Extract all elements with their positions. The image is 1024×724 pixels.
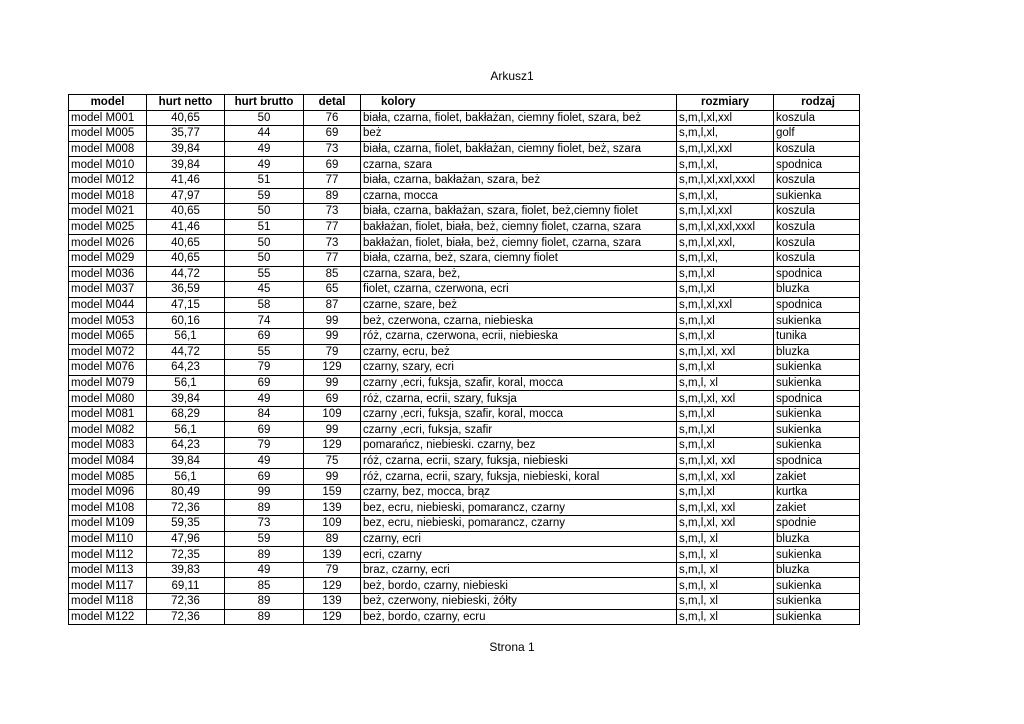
cell-detal: 99: [304, 469, 361, 485]
cell-hurt-brutto: 49: [225, 141, 304, 157]
cell-detal: 87: [304, 297, 361, 313]
cell-kolory: róż, czarna, ecrii, szary, fuksja: [361, 391, 677, 407]
cell-hurt-netto: 44,72: [147, 266, 225, 282]
cell-hurt-brutto: 73: [225, 516, 304, 532]
cell-model: model M037: [69, 282, 147, 298]
cell-rozmiary: s,m,l,xl: [677, 422, 774, 438]
cell-rozmiary: s,m,l,xl: [677, 438, 774, 454]
cell-model: model M001: [69, 110, 147, 126]
cell-detal: 85: [304, 266, 361, 282]
cell-hurt-brutto: 59: [225, 531, 304, 547]
table-row: [69, 406, 860, 422]
cell-hurt-netto: 40,65: [147, 235, 225, 251]
cell-detal: 129: [304, 578, 361, 594]
cell-model: model M029: [69, 250, 147, 266]
cell-rozmiary: s,m,l,xl,xxl,: [677, 235, 774, 251]
cell-rozmiary: s,m,l,xl,: [677, 250, 774, 266]
cell-kolory: ecri, czarny: [361, 547, 677, 563]
cell-rodzaj: spodnica: [774, 453, 860, 469]
cell-rozmiary: s,m,l,xl,xxl: [677, 141, 774, 157]
cell-model: model M118: [69, 594, 147, 610]
cell-model: model M122: [69, 609, 147, 625]
cell-rozmiary: s,m,l,xl,: [677, 188, 774, 204]
header-hurt-netto: hurt netto: [147, 95, 225, 111]
cell-rodzaj: koszula: [774, 172, 860, 188]
table-row: [69, 594, 860, 610]
cell-rodzaj: bluzka: [774, 282, 860, 298]
cell-hurt-netto: 56,1: [147, 469, 225, 485]
cell-rozmiary: s,m,l,xl,xxl: [677, 297, 774, 313]
cell-hurt-netto: 56,1: [147, 328, 225, 344]
cell-kolory: czarny ,ecri, fuksja, szafir: [361, 422, 677, 438]
cell-hurt-brutto: 89: [225, 594, 304, 610]
cell-hurt-netto: 41,46: [147, 172, 225, 188]
cell-kolory: biała, czarna, beż, szara, ciemny fiolet: [361, 250, 677, 266]
cell-rodzaj: sukienka: [774, 422, 860, 438]
cell-rodzaj: kurtka: [774, 484, 860, 500]
cell-detal: 129: [304, 360, 361, 376]
cell-rodzaj: koszula: [774, 250, 860, 266]
cell-model: model M065: [69, 328, 147, 344]
cell-detal: 99: [304, 422, 361, 438]
cell-hurt-netto: 64,23: [147, 438, 225, 454]
cell-hurt-brutto: 69: [225, 328, 304, 344]
cell-kolory: czarny, ecri: [361, 531, 677, 547]
table-row: [69, 516, 860, 532]
cell-hurt-brutto: 59: [225, 188, 304, 204]
cell-hurt-brutto: 69: [225, 375, 304, 391]
header-row: [69, 95, 860, 111]
table-row: [69, 297, 860, 313]
table-row: [69, 328, 860, 344]
cell-hurt-netto: 60,16: [147, 313, 225, 329]
cell-detal: 79: [304, 344, 361, 360]
cell-kolory: pomarańcz, niebieski. czarny, bez: [361, 438, 677, 454]
cell-hurt-netto: 44,72: [147, 344, 225, 360]
cell-kolory: czarny ,ecri, fuksja, szafir, koral, mocca: [361, 375, 677, 391]
cell-hurt-brutto: 55: [225, 344, 304, 360]
cell-model: model M080: [69, 391, 147, 407]
cell-kolory: beż, czerwona, czarna, niebieska: [361, 313, 677, 329]
cell-rozmiary: s,m,l,xl: [677, 360, 774, 376]
table-row: [69, 313, 860, 329]
cell-hurt-netto: 40,65: [147, 110, 225, 126]
table-row: [69, 609, 860, 625]
cell-hurt-netto: 64,23: [147, 360, 225, 376]
cell-model: model M108: [69, 500, 147, 516]
cell-hurt-brutto: 74: [225, 313, 304, 329]
cell-model: model M053: [69, 313, 147, 329]
cell-detal: 77: [304, 172, 361, 188]
cell-model: model M021: [69, 204, 147, 220]
cell-detal: 139: [304, 547, 361, 563]
cell-model: model M018: [69, 188, 147, 204]
header-model: model: [69, 95, 147, 111]
cell-kolory: beż: [361, 126, 677, 142]
table-row: [69, 141, 860, 157]
cell-model: model M083: [69, 438, 147, 454]
cell-detal: 76: [304, 110, 361, 126]
cell-rodzaj: spodnica: [774, 157, 860, 173]
cell-hurt-netto: 80,49: [147, 484, 225, 500]
cell-detal: 65: [304, 282, 361, 298]
cell-model: model M110: [69, 531, 147, 547]
cell-detal: 109: [304, 516, 361, 532]
cell-hurt-brutto: 89: [225, 609, 304, 625]
cell-rozmiary: s,m,l,xl,: [677, 157, 774, 173]
cell-rozmiary: s,m,l, xl: [677, 578, 774, 594]
cell-hurt-brutto: 50: [225, 110, 304, 126]
cell-kolory: beż, bordo, czarny, ecru: [361, 609, 677, 625]
cell-rozmiary: s,m,l,xl: [677, 484, 774, 500]
cell-hurt-brutto: 49: [225, 157, 304, 173]
cell-rozmiary: s,m,l,xl,: [677, 126, 774, 142]
cell-model: model M085: [69, 469, 147, 485]
cell-kolory: czarna, szara: [361, 157, 677, 173]
cell-detal: 73: [304, 204, 361, 220]
cell-rozmiary: s,m,l,xl,xxl,xxxl: [677, 219, 774, 235]
cell-model: model M036: [69, 266, 147, 282]
table-row: [69, 219, 860, 235]
table-row: [69, 204, 860, 220]
cell-rozmiary: s,m,l,xl, xxl: [677, 344, 774, 360]
table-row: [69, 188, 860, 204]
cell-model: model M044: [69, 297, 147, 313]
cell-hurt-netto: 72,36: [147, 500, 225, 516]
cell-rozmiary: s,m,l, xl: [677, 594, 774, 610]
cell-hurt-brutto: 50: [225, 204, 304, 220]
cell-model: model M026: [69, 235, 147, 251]
cell-kolory: biała, czarna, bakłażan, szara, beż: [361, 172, 677, 188]
table-row: [69, 531, 860, 547]
cell-hurt-netto: 56,1: [147, 375, 225, 391]
cell-hurt-netto: 59,35: [147, 516, 225, 532]
cell-hurt-brutto: 49: [225, 453, 304, 469]
cell-rodzaj: bluzka: [774, 344, 860, 360]
cell-rodzaj: sukienka: [774, 594, 860, 610]
cell-rozmiary: s,m,l,xl, xxl: [677, 391, 774, 407]
cell-rodzaj: tunika: [774, 328, 860, 344]
cell-model: model M076: [69, 360, 147, 376]
cell-rodzaj: zakiet: [774, 500, 860, 516]
cell-rozmiary: s,m,l,xl,xxl,xxxl: [677, 172, 774, 188]
cell-model: model M117: [69, 578, 147, 594]
cell-hurt-netto: 39,84: [147, 157, 225, 173]
cell-hurt-brutto: 45: [225, 282, 304, 298]
cell-kolory: biała, czarna, bakłażan, szara, fiolet, beż,ciemny fiolet: [361, 204, 677, 220]
cell-hurt-brutto: 49: [225, 391, 304, 407]
cell-hurt-brutto: 55: [225, 266, 304, 282]
cell-rodzaj: spodnica: [774, 266, 860, 282]
cell-hurt-netto: 68,29: [147, 406, 225, 422]
cell-model: model M010: [69, 157, 147, 173]
table-row: [69, 172, 860, 188]
table-row: [69, 484, 860, 500]
cell-detal: 99: [304, 375, 361, 391]
cell-rodzaj: sukienka: [774, 547, 860, 563]
cell-rodzaj: spodnica: [774, 297, 860, 313]
cell-detal: 73: [304, 141, 361, 157]
header-rozmiary: rozmiary: [677, 95, 774, 111]
cell-detal: 129: [304, 438, 361, 454]
cell-hurt-brutto: 89: [225, 500, 304, 516]
table-row: [69, 250, 860, 266]
table-row: [69, 282, 860, 298]
cell-model: model M112: [69, 547, 147, 563]
table-row: [69, 562, 860, 578]
product-table: [68, 94, 860, 625]
cell-detal: 109: [304, 406, 361, 422]
cell-detal: 69: [304, 126, 361, 142]
cell-rodzaj: zakiet: [774, 469, 860, 485]
cell-rodzaj: sukienka: [774, 375, 860, 391]
cell-kolory: czarna, szara, beż,: [361, 266, 677, 282]
cell-detal: 77: [304, 250, 361, 266]
table-row: [69, 453, 860, 469]
cell-rodzaj: sukienka: [774, 406, 860, 422]
header-hurt-brutto: hurt brutto: [225, 95, 304, 111]
cell-rodzaj: koszula: [774, 204, 860, 220]
table-row: [69, 391, 860, 407]
cell-rozmiary: s,m,l,xl,xxl: [677, 204, 774, 220]
cell-kolory: biała, czarna, fiolet, bakłażan, ciemny fiolet, szara, beż: [361, 110, 677, 126]
cell-hurt-netto: 39,84: [147, 141, 225, 157]
cell-hurt-netto: 39,84: [147, 391, 225, 407]
cell-kolory: róż, czarna, czerwona, ecrii, niebieska: [361, 328, 677, 344]
header-rodzaj: rodzaj: [774, 95, 860, 111]
cell-rozmiary: s,m,l,xl, xxl: [677, 453, 774, 469]
cell-rodzaj: koszula: [774, 110, 860, 126]
table-row: [69, 235, 860, 251]
cell-rodzaj: sukienka: [774, 313, 860, 329]
cell-rozmiary: s,m,l,xl,xxl: [677, 110, 774, 126]
cell-detal: 89: [304, 531, 361, 547]
cell-hurt-brutto: 44: [225, 126, 304, 142]
cell-kolory: czarny, bez, mocca, brąz: [361, 484, 677, 500]
cell-rozmiary: s,m,l,xl, xxl: [677, 516, 774, 532]
cell-rodzaj: sukienka: [774, 578, 860, 594]
cell-hurt-brutto: 50: [225, 250, 304, 266]
cell-kolory: bez, ecru, niebieski, pomarancz, czarny: [361, 516, 677, 532]
cell-hurt-brutto: 79: [225, 438, 304, 454]
cell-hurt-netto: 40,65: [147, 204, 225, 220]
table-row: [69, 266, 860, 282]
cell-rozmiary: s,m,l,xl: [677, 328, 774, 344]
cell-model: model M109: [69, 516, 147, 532]
cell-detal: 73: [304, 235, 361, 251]
cell-rodzaj: koszula: [774, 219, 860, 235]
cell-hurt-netto: 39,84: [147, 453, 225, 469]
cell-hurt-brutto: 51: [225, 172, 304, 188]
cell-rozmiary: s,m,l, xl: [677, 547, 774, 563]
table-row: [69, 500, 860, 516]
cell-hurt-brutto: 69: [225, 422, 304, 438]
cell-hurt-netto: 35,77: [147, 126, 225, 142]
cell-rodzaj: koszula: [774, 141, 860, 157]
cell-hurt-netto: 39,83: [147, 562, 225, 578]
table-row: [69, 110, 860, 126]
cell-kolory: bez, ecru, niebieski, pomarancz, czarny: [361, 500, 677, 516]
cell-model: model M072: [69, 344, 147, 360]
cell-hurt-netto: 47,15: [147, 297, 225, 313]
page-footer: Strona 1: [489, 640, 535, 654]
cell-detal: 69: [304, 391, 361, 407]
cell-hurt-netto: 47,97: [147, 188, 225, 204]
cell-rodzaj: koszula: [774, 235, 860, 251]
cell-model: model M113: [69, 562, 147, 578]
cell-rodzaj: bluzka: [774, 562, 860, 578]
cell-kolory: czarny, szary, ecri: [361, 360, 677, 376]
cell-model: model M005: [69, 126, 147, 142]
cell-hurt-netto: 72,36: [147, 609, 225, 625]
cell-detal: 75: [304, 453, 361, 469]
cell-hurt-brutto: 89: [225, 547, 304, 563]
cell-kolory: beż, bordo, czarny, niebieski: [361, 578, 677, 594]
header-kolory: kolory: [361, 95, 677, 111]
table-body: [69, 110, 860, 625]
table-row: [69, 126, 860, 142]
cell-hurt-brutto: 49: [225, 562, 304, 578]
cell-detal: 139: [304, 594, 361, 610]
cell-rozmiary: s,m,l,xl: [677, 282, 774, 298]
cell-detal: 77: [304, 219, 361, 235]
cell-hurt-brutto: 50: [225, 235, 304, 251]
table-row: [69, 157, 860, 173]
cell-model: model M081: [69, 406, 147, 422]
cell-kolory: fiolet, czarna, czerwona, ecri: [361, 282, 677, 298]
table-row: [69, 360, 860, 376]
cell-rodzaj: sukienka: [774, 360, 860, 376]
cell-kolory: czarny, ecru, beż: [361, 344, 677, 360]
cell-rozmiary: s,m,l,xl: [677, 313, 774, 329]
cell-rodzaj: spodnie: [774, 516, 860, 532]
cell-kolory: róż, czarna, ecrii, szary, fuksja, niebieski, koral: [361, 469, 677, 485]
cell-hurt-brutto: 51: [225, 219, 304, 235]
cell-detal: 89: [304, 188, 361, 204]
cell-model: model M012: [69, 172, 147, 188]
cell-detal: 99: [304, 313, 361, 329]
cell-hurt-brutto: 79: [225, 360, 304, 376]
cell-detal: 159: [304, 484, 361, 500]
cell-hurt-netto: 41,46: [147, 219, 225, 235]
table-row: [69, 469, 860, 485]
cell-rodzaj: sukienka: [774, 438, 860, 454]
cell-hurt-netto: 72,35: [147, 547, 225, 563]
table-row: [69, 344, 860, 360]
cell-hurt-brutto: 85: [225, 578, 304, 594]
cell-rodzaj: golf: [774, 126, 860, 142]
cell-detal: 99: [304, 328, 361, 344]
cell-detal: 129: [304, 609, 361, 625]
cell-detal: 79: [304, 562, 361, 578]
cell-hurt-netto: 36,59: [147, 282, 225, 298]
table-row: [69, 578, 860, 594]
cell-kolory: beż, czerwony, niebieski, żółty: [361, 594, 677, 610]
cell-rozmiary: s,m,l, xl: [677, 609, 774, 625]
cell-model: model M025: [69, 219, 147, 235]
cell-model: model M008: [69, 141, 147, 157]
table-row: [69, 422, 860, 438]
cell-hurt-netto: 47,96: [147, 531, 225, 547]
cell-hurt-brutto: 99: [225, 484, 304, 500]
cell-hurt-netto: 72,36: [147, 594, 225, 610]
cell-hurt-brutto: 69: [225, 469, 304, 485]
cell-hurt-brutto: 58: [225, 297, 304, 313]
cell-model: model M082: [69, 422, 147, 438]
cell-kolory: czarne, szare, beż: [361, 297, 677, 313]
cell-rozmiary: s,m,l,xl: [677, 406, 774, 422]
cell-rozmiary: s,m,l, xl: [677, 562, 774, 578]
cell-kolory: bakłażan, fiolet, biała, beż, ciemny fiolet, czarna, szara: [361, 235, 677, 251]
cell-rodzaj: sukienka: [774, 609, 860, 625]
sheet-title: Arkusz1: [490, 69, 534, 83]
cell-rodzaj: bluzka: [774, 531, 860, 547]
cell-hurt-netto: 56,1: [147, 422, 225, 438]
cell-kolory: biała, czarna, fiolet, bakłażan, ciemny fiolet, beż, szara: [361, 141, 677, 157]
cell-rozmiary: s,m,l, xl: [677, 531, 774, 547]
cell-hurt-netto: 69,11: [147, 578, 225, 594]
cell-rozmiary: s,m,l,xl, xxl: [677, 469, 774, 485]
cell-rozmiary: s,m,l,xl, xxl: [677, 500, 774, 516]
cell-kolory: bakłażan, fiolet, biała, beż, ciemny fiolet, czarna, szara: [361, 219, 677, 235]
cell-kolory: czarny ,ecri, fuksja, szafir, koral, mocca: [361, 406, 677, 422]
cell-model: model M079: [69, 375, 147, 391]
cell-detal: 139: [304, 500, 361, 516]
cell-model: model M084: [69, 453, 147, 469]
cell-hurt-brutto: 84: [225, 406, 304, 422]
table-row: [69, 375, 860, 391]
cell-kolory: braz, czarny, ecri: [361, 562, 677, 578]
cell-model: model M096: [69, 484, 147, 500]
cell-rodzaj: sukienka: [774, 188, 860, 204]
cell-kolory: czarna, mocca: [361, 188, 677, 204]
table-row: [69, 547, 860, 563]
cell-detal: 69: [304, 157, 361, 173]
cell-kolory: róż, czarna, ecrii, szary, fuksja, niebieski: [361, 453, 677, 469]
cell-rodzaj: spodnica: [774, 391, 860, 407]
table-row: [69, 438, 860, 454]
cell-rozmiary: s,m,l,xl: [677, 266, 774, 282]
cell-rozmiary: s,m,l, xl: [677, 375, 774, 391]
header-detal: detal: [304, 95, 361, 111]
cell-hurt-netto: 40,65: [147, 250, 225, 266]
